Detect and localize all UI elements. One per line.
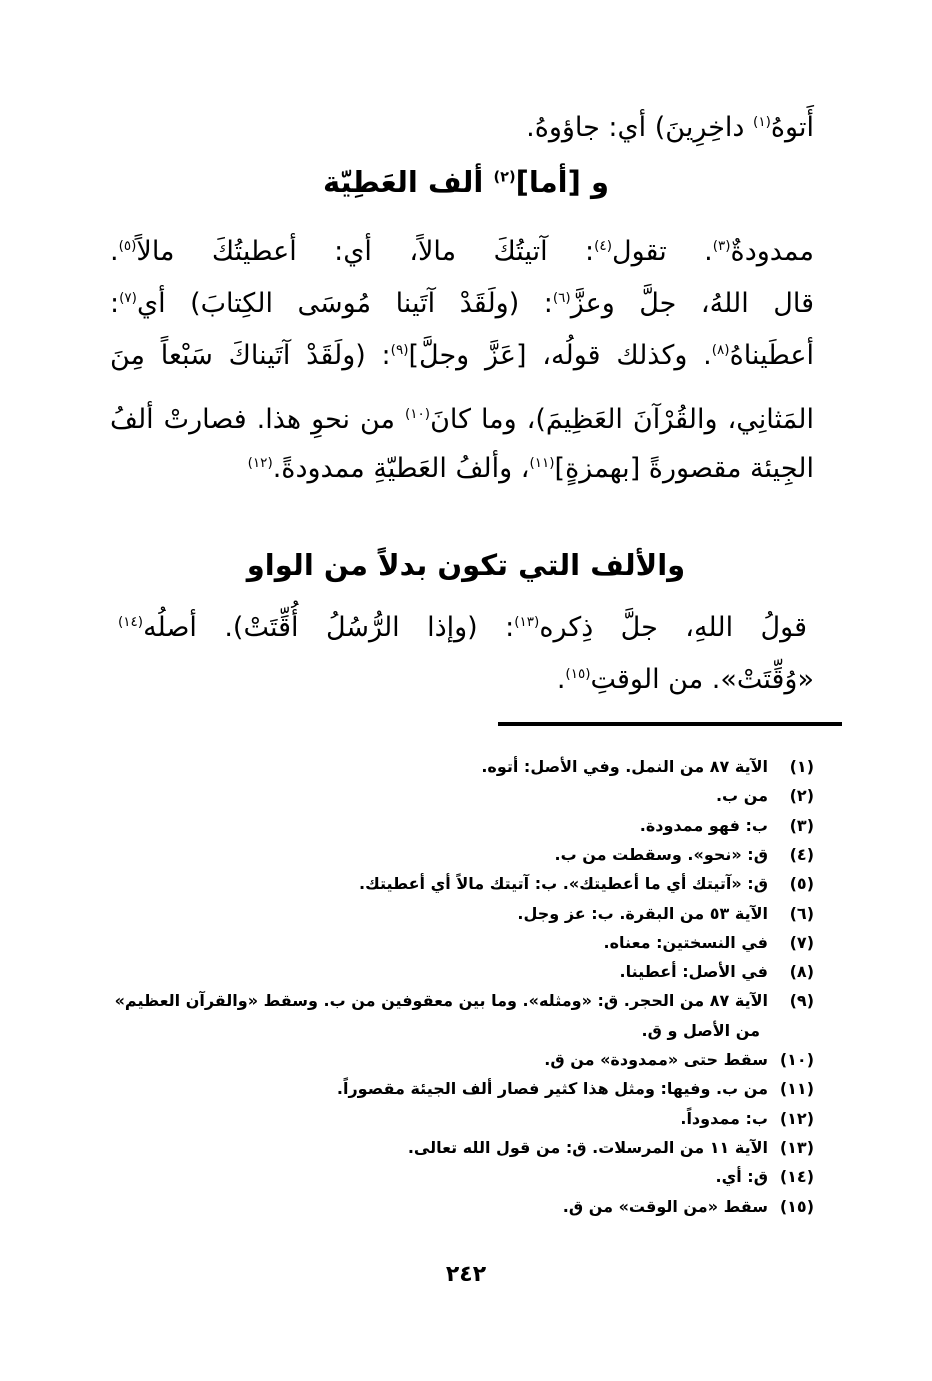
footnote-number: (٣)	[789, 815, 814, 835]
text-run: : آتيتُكَ مالاً، أي: أعطيتُكَ مالاً	[136, 236, 595, 267]
footnote-marker: (٥)	[118, 238, 137, 254]
footnote-text: ق: «آتيتك أي ما أعطيتك». ب: آتيتك مالاً أي أعطيتك.	[358, 874, 768, 894]
footnote-item	[110, 816, 814, 835]
text-run: قولُ اللهِ، جلَّ ذِكره	[539, 612, 807, 643]
footnote-number: (٩)	[789, 991, 814, 1011]
text-run: ممدودةٌ	[730, 236, 814, 267]
footnote-text: ب: فهو ممدودة.	[639, 815, 768, 835]
footnote-marker: (٨)	[711, 342, 730, 358]
text-line-6	[110, 404, 814, 436]
footnote-marker: (١٤)	[118, 614, 144, 630]
footnote-marker: (٣)	[712, 238, 731, 254]
footnote-separator	[498, 722, 842, 726]
footnote-marker: (١)	[753, 114, 771, 130]
text-run: .	[556, 664, 566, 695]
footnote-number: (١٢)	[779, 1108, 814, 1128]
text-line-3	[110, 236, 814, 268]
footnote-item	[110, 845, 814, 864]
text-run: و [أما]	[515, 165, 609, 199]
footnote-item	[110, 991, 814, 1010]
text-run: أَتوهُ	[770, 112, 814, 143]
text-line-1	[110, 112, 814, 144]
footnote-item	[110, 904, 814, 923]
footnote-item	[110, 874, 814, 893]
footnote-item	[110, 786, 814, 805]
section-heading-alif-waw	[0, 548, 932, 582]
footnote-marker: (١١)	[529, 455, 555, 471]
footnote-number: (٨)	[789, 962, 814, 982]
footnote-marker: (٢)	[493, 169, 516, 186]
footnote-text: ب: ممدوداً.	[680, 1108, 768, 1128]
text-run: قال اللهُ، جلَّ وعزَّ	[570, 288, 814, 319]
text-line-5	[110, 340, 814, 372]
footnote-text: في النسختين: معناه.	[603, 932, 768, 952]
text-run: أعطَيناهُ	[729, 340, 814, 371]
footnote-marker: (٧)	[119, 290, 137, 306]
text-line-9	[118, 612, 807, 644]
footnote-marker: (٤)	[594, 238, 612, 254]
text-run: ، وألفُ العَطيّةِ ممدودةً.	[272, 453, 530, 484]
footnote-marker: (٦)	[552, 290, 571, 306]
footnote-number: (٦)	[789, 903, 814, 923]
footnote-text: الآية ١١ من المرسلات. ق: من قول الله تعالى.	[407, 1137, 768, 1157]
footnote-text: من ب. وفيها: ومثل هذا كثير فصار ألف الجيئة مقصوراً.	[336, 1079, 768, 1099]
footnote-text: الآية ٨٧ من الحجر. ق: «ومثله». وما بين معقوفين من ب. وسقط «والقرآن العظيم»	[114, 991, 768, 1011]
text-run: . وكذلك قولُه، [عَزَّ وجلَّ]	[408, 340, 712, 371]
text-run: «وُقِّتَتْ». من الوقتِ	[590, 664, 814, 695]
footnote-item	[110, 757, 814, 776]
footnote-text: ق: أي.	[715, 1167, 768, 1187]
footnote-text: الآية ٨٧ من النمل. وفي الأصل: أتوه.	[481, 757, 768, 776]
text-run: الجِيئة مقصورةً [بهمزةٍ]	[554, 453, 814, 484]
footnote-number: (٥)	[789, 874, 814, 894]
footnote-text: سقط حتى «ممدودة» من ق.	[544, 1050, 768, 1069]
footnote-text: الآية ٥٣ من البقرة. ب: عز وجل.	[517, 903, 768, 923]
text-run: المَثانِي، والقُرْآنَ العَظِيمَ)، وما كانَ	[430, 404, 814, 435]
footnote-marker: (١٣)	[514, 614, 540, 630]
footnote-number: (٤)	[789, 844, 814, 864]
footnote-number: (١٣)	[779, 1137, 814, 1157]
footnote-item	[110, 1050, 814, 1069]
footnote-item	[110, 1167, 814, 1186]
footnote-marker: (١٠)	[404, 406, 431, 422]
text-line-10	[110, 664, 814, 696]
footnote-item	[110, 933, 814, 952]
text-run: : (ولَقَدْ آتَيناكَ سَبْعاً مِنَ	[110, 340, 391, 371]
footnote-number: (١)	[789, 757, 814, 776]
footnote-number: (١٠)	[779, 1050, 814, 1069]
footnote-number: (١٥)	[779, 1196, 814, 1216]
footnote-text: ق: «نحو». وسقطت من ب.	[554, 844, 768, 864]
text-run: : (ولَقَدْ آتَينا مُوسَى الكِتابَ) أي	[136, 288, 553, 319]
text-run: : (وإذا الرُّسُلُ أُقِّتَتْ). أصلُه	[143, 612, 515, 643]
footnote-item	[110, 962, 814, 981]
text-run: .	[110, 236, 119, 267]
footnote-number: (٢)	[789, 786, 814, 806]
footnote-continuation: من الأصل و ق.	[641, 1020, 760, 1040]
footnote-number: (٧)	[789, 932, 814, 952]
text-run: داخِرِينَ) أي: جاؤوهُ.	[526, 112, 754, 143]
text-run: والألف التي تكون بدلاً من الواو	[246, 548, 686, 582]
footnote-marker: (١٢)	[247, 455, 273, 471]
section-heading-alif-atiyya	[0, 165, 932, 199]
text-line-4	[110, 288, 814, 320]
text-run: من نحوِ هذا. فصارتْ ألفُ	[110, 404, 405, 435]
footnote-text: في الأصل: أعطينا.	[619, 962, 768, 982]
page-number: ٢٤٢	[445, 1262, 487, 1287]
footnote-number: (١٤)	[779, 1167, 814, 1187]
footnote-item	[110, 1138, 814, 1157]
footnote-marker: (٩)	[390, 342, 409, 358]
footnote-item	[110, 1109, 814, 1128]
footnote-item	[110, 1197, 814, 1216]
text-run: . تقول	[611, 236, 713, 267]
text-run: ألف العَطِيّة	[323, 165, 494, 199]
footnote-text: سقط «من الوقت» من ق.	[562, 1196, 768, 1216]
text-line-7	[110, 453, 814, 485]
footnote-marker: (١٥)	[565, 666, 591, 682]
text-run: :	[110, 288, 120, 319]
footnote-number: (١١)	[779, 1079, 814, 1099]
footnote-item	[110, 1079, 814, 1098]
footnote-text: من ب.	[715, 786, 768, 806]
